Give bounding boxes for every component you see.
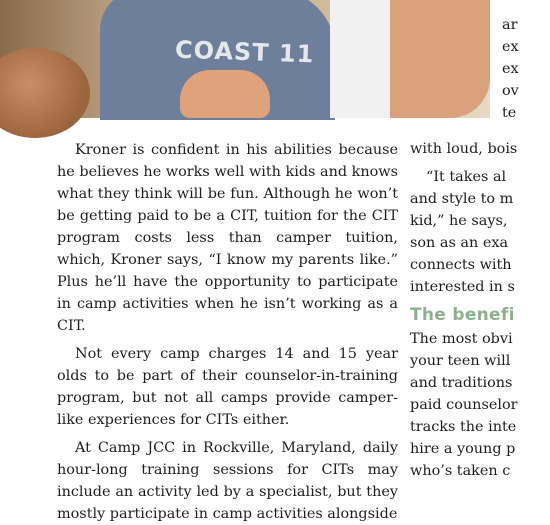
child-hands (180, 70, 270, 118)
text-line: The most obvi (410, 331, 513, 347)
text-line: interested in s (410, 279, 515, 295)
text-line: and traditions (410, 375, 513, 391)
text-line: te (502, 105, 517, 121)
white-sleeve (330, 0, 390, 118)
article-photo (0, 0, 490, 118)
paragraph: At Camp JCC in Rockville, Maryland, daily hour-long training sessions for CITs may include an activity led by a specialist, but they mostly participate in camp activities alongside (57, 440, 398, 522)
text-line: ov (502, 83, 519, 99)
text-line: connects with (410, 257, 512, 273)
section-heading: The benefi (410, 305, 515, 325)
text-line: tracks the inte (410, 419, 517, 435)
text-line: ex (502, 39, 519, 55)
text-line: ar (502, 17, 518, 33)
text-line: who’s taken c (410, 463, 511, 479)
text-line: son as an exa (410, 235, 509, 251)
shirt-print: COAST 11 (174, 35, 315, 69)
text-line: ex (502, 61, 519, 77)
paragraph: Kroner is confident in his abilities because he believes he works well with kids and knows what they think will be fun. Although he won’t be getting paid to be a CIT, tuition for the CIT program costs less than camper tuition, which, Kroner says, “I know my parents like.” Plus he’ll have the opportunity to participate in camp activities when he isn’t working as a CIT. (57, 142, 398, 334)
text-line: and style to m (410, 191, 514, 207)
text-line: kid,” he says, (410, 213, 508, 229)
text-line: paid counselor (410, 397, 518, 413)
right-article-column (410, 138, 550, 482)
arm (390, 0, 490, 118)
text-line: your teen will (410, 353, 511, 369)
paragraph: Not every camp charges 14 and 15 year olds to be part of their counselor-in-training program, but not all camps provide camper-like experiences for CITs either. (57, 346, 398, 428)
text-line: hire a young p (410, 441, 516, 457)
text-line: with loud, bois (410, 141, 518, 157)
right-column-top-text (502, 14, 522, 124)
text-line: “It takes al (426, 169, 507, 185)
left-article-column (57, 139, 398, 525)
